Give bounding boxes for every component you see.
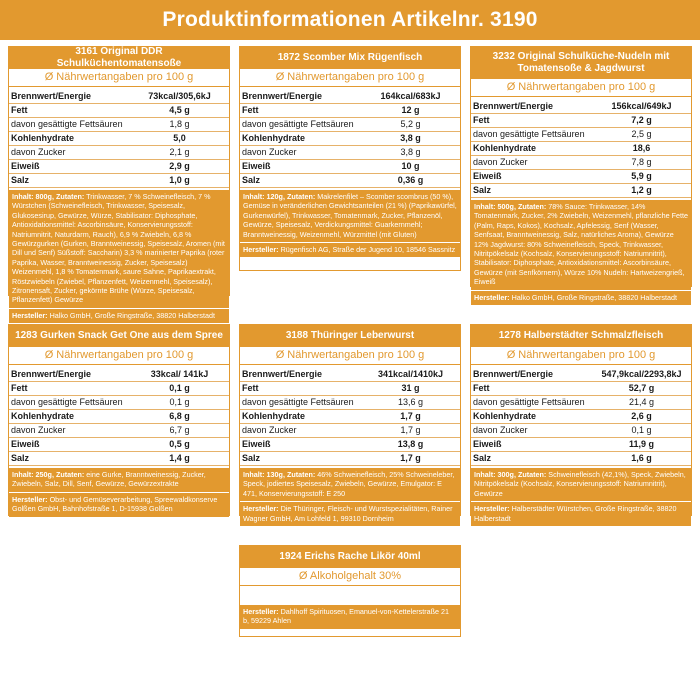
nutrition-value: 2,5 g: [592, 128, 691, 142]
nutrition-label: davon Zucker: [471, 156, 592, 170]
manufacturer-address: Obst- und Gemüseverarbeitung, Spreewaldkonserve Golßen GmbH, Bahnhofstraße 1, D-15938 Golßen: [12, 494, 218, 514]
ingredients-text: [471, 468, 691, 501]
nutrition-row: [9, 424, 229, 438]
nutrition-value: 1,4 g: [130, 452, 229, 466]
nutrition-row: [240, 174, 460, 188]
ingredients-label: , Zutaten:: [51, 470, 85, 479]
nutrition-row: [9, 452, 229, 466]
nutrition-row: [471, 396, 691, 410]
nutrition-label: Salz: [471, 184, 592, 198]
product-title: 3232 Original Schulküche-Nudeln mit Tomatensoße & Jagdwurst: [471, 47, 691, 79]
ingredients-label: , Zutaten:: [513, 470, 547, 479]
nutrition-value: 13,6 g: [361, 396, 460, 410]
nutrition-value: 10 g: [361, 160, 460, 174]
nutrition-row: [240, 118, 460, 132]
nutrition-label: davon gesättigte Fettsäuren: [240, 396, 361, 410]
nutrition-label: Salz: [240, 452, 361, 466]
nutrition-value: 73kcal/305,6kJ: [130, 90, 229, 104]
nutrition-row: [240, 90, 460, 104]
nutrition-value: 31 g: [361, 382, 460, 396]
nutrition-row: [9, 438, 229, 452]
nutrition-value: 21,4 g: [592, 396, 691, 410]
nutrition-row: [471, 452, 691, 466]
nutrition-value: 1,8 g: [130, 118, 229, 132]
nutrition-value: 11,9 g: [592, 438, 691, 452]
nutrition-label: Kohlenhydrate: [9, 410, 130, 424]
page-header: [0, 0, 700, 40]
product-card-1924: [239, 545, 461, 637]
nutrition-value: 4,5 g: [130, 104, 229, 118]
nutrition-label: davon gesättigte Fettsäuren: [471, 128, 592, 142]
nutrition-label: Brennwert/Energie: [9, 368, 130, 382]
manufacturer-label: Hersteller:: [243, 504, 279, 514]
nutrition-subtitle: Ø Nährwertangaben pro 100 g: [471, 347, 691, 365]
manufacturer-text: [240, 501, 460, 526]
manufacturer-address: Halberstädter Würstchen, Große Ringstraße, 38820 Halberstadt: [474, 504, 677, 523]
nutrition-value: 7,2 g: [592, 114, 691, 128]
nutrition-value: 0,5 g: [130, 438, 229, 452]
nutrition-row: [471, 438, 691, 452]
nutrition-label: Fett: [240, 104, 361, 118]
nutrition-value: 33kcal/ 141kJ: [130, 368, 229, 382]
ingredients-list: eine Gurke, Branntweinessig, Zucker, Zwiebeln, Salz, Dill, Senf, Gewürze, Gewürzextrakte: [12, 470, 206, 489]
product-card-3161: [8, 46, 230, 320]
nutrition-label: Brennwert/Energie: [240, 90, 361, 104]
nutrition-row: [9, 368, 229, 382]
nutrition-label: Fett: [471, 114, 592, 128]
nutrition-value: 5,2 g: [361, 118, 460, 132]
manufacturer-text: [240, 604, 460, 629]
nutrition-row: [240, 410, 460, 424]
nutrition-row: [240, 382, 460, 396]
ingredients-text: [240, 468, 460, 501]
nutrition-row: [471, 142, 691, 156]
manufacturer-label: Hersteller:: [243, 607, 279, 616]
nutrition-row: [471, 170, 691, 184]
product-card-1278: [470, 324, 692, 523]
contents-amount: Inhalt: 500g: [474, 202, 514, 211]
nutrition-row: [240, 160, 460, 174]
nutrition-row: [471, 156, 691, 170]
nutrition-label: Salz: [9, 174, 130, 188]
product-title: 1283 Gurken Snack Get One aus dem Spree: [9, 325, 229, 347]
ingredients-label: , Zutaten:: [513, 202, 547, 211]
nutrition-value: 5,9 g: [592, 170, 691, 184]
nutrition-label: Brennwert/Energie: [471, 368, 592, 382]
manufacturer-text: [9, 308, 229, 323]
nutrition-value: 6,8 g: [130, 410, 229, 424]
contents-amount: Inhalt: 800g: [12, 192, 52, 201]
nutrition-label: Kohlenhydrate: [240, 132, 361, 146]
nutrition-value: 12 g: [361, 104, 460, 118]
manufacturer-text: [9, 492, 229, 517]
nutrition-value: 0,1 g: [592, 424, 691, 438]
manufacturer-address: Dahlhoff Spirituosen, Emanuel-von-Kettelerstraße 21 b, 59229 Ahlen: [243, 607, 450, 626]
nutrition-subtitle: Ø Nährwertangaben pro 100 g: [240, 69, 460, 87]
nutrition-value: 52,7 g: [592, 382, 691, 396]
nutrition-row: [471, 114, 691, 128]
product-title: 3161 Original DDR Schulküchentomatensoße: [9, 47, 229, 69]
nutrition-label: davon Zucker: [240, 146, 361, 160]
nutrition-value: 164kcal/683kJ: [361, 90, 460, 104]
nutrition-label: davon gesättigte Fettsäuren: [9, 118, 130, 132]
ingredients-list: Trinkwasser, 7 % Schweinefleisch, 7 % Würstchen (Schweinefleisch, Trinkwasser, Speisesalz, Glukosesirup, Gewürze, Würze, Stabilisator: Diphosphate, Antioxidationsmittel: Ascorbinsäure, Konservierungsstoff: Natriumnitrit, Naturdarm, Rauch), 6,9 % Zwiebeln, 6,8 % Gewürzgurken (Gurken, Branntweinessig, Speisesalz, Aromen (mit Dill und Senf) Süßstoff: Saccharin) 3,3 % marinierter Paprika (roter Paprika, Wasser, Branntweinessig, Zucker, Speisesalz) Weizenmehl, 1,8 % Tomatenmark, saure Sahne, Paprikaextrakt, Röstzwiebeln (Zwiebel, Pflanzenfett, Weizenmehl, Speisesalz), Zitronensaft, Zucker, gekörnte Brühe (Würze, Speisesalz, Pflanzenfett) Gewürze: [12, 192, 225, 305]
nutrition-value: 5,0: [130, 132, 229, 146]
ingredients-list: Makrelenfilet – Scomber scombrus (50 %), Gemüse in veränderlichen Gewichtsanteilen (21 %) (Paprikawürfel, Gurkenwürfel), Trinkwasser, Tomatenmark, Zucker, Pflanzenöl, Gewürze, Speisesalz, Verdickungsmittel: Guarkernmehl; Branntweinessig, Weizenmehl, Würzmittel (mit Gluten): [243, 192, 457, 239]
nutrition-value: 1,2 g: [592, 184, 691, 198]
manufacturer-text: [471, 501, 691, 526]
manufacturer-label: Hersteller:: [12, 310, 48, 320]
nutrition-value: 13,8 g: [361, 438, 460, 452]
contents-amount: Inhalt: 250g: [12, 470, 52, 479]
nutrition-label: Salz: [9, 452, 130, 466]
nutrition-label: Brennwert/Energie: [240, 368, 361, 382]
nutrition-table: [9, 90, 229, 188]
product-title: 3188 Thüringer Leberwurst: [240, 325, 460, 347]
nutrition-label: davon gesättigte Fettsäuren: [9, 396, 130, 410]
nutrition-row: [9, 160, 229, 174]
ingredients-list: 46% Schweinefleisch, 25% Schweineleber, Speck, jodiertes Speisesalz, Zwiebeln, Gewürze, Emulgator: E 471, Konservierungsstoff: E 250: [243, 470, 455, 498]
nutrition-label: davon Zucker: [240, 424, 361, 438]
nutrition-label: Salz: [471, 452, 592, 466]
nutrition-label: Fett: [471, 382, 592, 396]
nutrition-label: Eiweiß: [9, 160, 130, 174]
nutrition-value: 7,8 g: [592, 156, 691, 170]
manufacturer-label: Hersteller:: [243, 245, 279, 255]
nutrition-label: Salz: [240, 174, 361, 188]
nutrition-label: Brennwert/Energie: [9, 90, 130, 104]
nutrition-row: [240, 146, 460, 160]
manufacturer-text: [240, 242, 460, 257]
nutrition-row: [9, 396, 229, 410]
nutrition-label: davon Zucker: [9, 424, 130, 438]
manufacturer-address: Halko GmbH, Große Ringstraße, 38820 Halberstadt: [49, 310, 215, 320]
nutrition-value: 6,7 g: [130, 424, 229, 438]
page-title: Produktinformationen Artikelnr. 3190: [162, 8, 538, 31]
nutrition-subtitle: Ø Nährwertangaben pro 100 g: [471, 79, 691, 97]
contents-amount: Inhalt: 300g: [474, 470, 514, 479]
nutrition-label: Kohlenhydrate: [471, 142, 592, 156]
nutrition-label: davon gesättigte Fettsäuren: [240, 118, 361, 132]
product-title: 1872 Scomber Mix Rügenfisch: [240, 47, 460, 69]
nutrition-row: [240, 396, 460, 410]
nutrition-row: [9, 410, 229, 424]
nutrition-row: [471, 424, 691, 438]
nutrition-row: [9, 382, 229, 396]
nutrition-label: davon Zucker: [471, 424, 592, 438]
nutrition-row: [240, 132, 460, 146]
nutrition-value: 18,6: [592, 142, 691, 156]
ingredients-label: , Zutaten:: [282, 192, 316, 201]
nutrition-value: 1,0 g: [130, 174, 229, 188]
manufacturer-address: Die Thüringer, Fleisch- und Wurstspezialitäten, Rainer Wagner GmbH, Am Lohfeld 1, 99310 Dornheim: [243, 504, 453, 523]
ingredients-label: , Zutaten:: [51, 192, 85, 201]
product-card-3232: [470, 46, 692, 302]
ingredients-text: [471, 200, 691, 290]
nutrition-label: Fett: [240, 382, 361, 396]
nutrition-label: Eiweiß: [9, 438, 130, 452]
nutrition-value: 0,36 g: [361, 174, 460, 188]
nutrition-label: Brennwert/Energie: [471, 100, 592, 114]
product-card-1872: [239, 46, 461, 271]
product-card-3188: [239, 324, 461, 523]
nutrition-label: davon Zucker: [9, 146, 130, 160]
nutrition-label: Eiweiß: [240, 160, 361, 174]
nutrition-row: [240, 368, 460, 382]
nutrition-value: 0,1 g: [130, 382, 229, 396]
nutrition-row: [240, 104, 460, 118]
nutrition-row: [9, 90, 229, 104]
nutrition-row: [9, 174, 229, 188]
nutrition-table: [9, 368, 229, 466]
nutrition-label: Kohlenhydrate: [9, 132, 130, 146]
nutrition-row: [9, 118, 229, 132]
nutrition-label: davon gesättigte Fettsäuren: [471, 396, 592, 410]
product-card-1283: [8, 324, 230, 516]
nutrition-subtitle: Ø Nährwertangaben pro 100 g: [240, 347, 460, 365]
manufacturer-address: Rügenfisch AG, Straße der Jugend 10, 18546 Sassnitz: [280, 245, 456, 255]
nutrition-row: [240, 438, 460, 452]
contents-amount: Inhalt: 130g: [243, 470, 283, 479]
nutrition-label: Fett: [9, 104, 130, 118]
empty-area: [240, 586, 460, 604]
nutrition-value: 0,1 g: [130, 396, 229, 410]
manufacturer-label: Hersteller:: [12, 494, 48, 504]
ingredients-label: , Zutaten:: [282, 470, 316, 479]
nutrition-value: 547,9kcal/2293,8kJ: [592, 368, 691, 382]
nutrition-value: 156kcal/649kJ: [592, 100, 691, 114]
nutrition-label: Fett: [9, 382, 130, 396]
nutrition-row: [9, 132, 229, 146]
nutrition-row: [240, 424, 460, 438]
nutrition-row: [471, 410, 691, 424]
nutrition-label: Kohlenhydrate: [471, 410, 592, 424]
ingredients-text: [240, 190, 460, 242]
nutrition-table: [471, 100, 691, 198]
nutrition-row: [471, 382, 691, 396]
nutrition-label: Eiweiß: [240, 438, 361, 452]
manufacturer-label: Hersteller:: [474, 292, 510, 302]
nutrition-subtitle: Ø Nährwertangaben pro 100 g: [9, 347, 229, 365]
nutrition-row: [471, 100, 691, 114]
nutrition-value: 3,8 g: [361, 132, 460, 146]
nutrition-value: 2,9 g: [130, 160, 229, 174]
manufacturer-label: Hersteller:: [474, 504, 510, 514]
ingredients-text: [9, 190, 229, 308]
manufacturer-address: Halko GmbH, Große Ringstraße, 38820 Halberstadt: [511, 292, 677, 302]
nutrition-value: 2,6 g: [592, 410, 691, 424]
ingredients-text: [9, 468, 229, 492]
nutrition-table: [471, 368, 691, 466]
product-title: 1278 Halberstädter Schmalzfleisch: [471, 325, 691, 347]
nutrition-value: 1,7 g: [361, 452, 460, 466]
nutrition-row: [9, 146, 229, 160]
nutrition-table: [240, 368, 460, 466]
nutrition-value: 1,7 g: [361, 410, 460, 424]
nutrition-value: 341kcal/1410kJ: [361, 368, 460, 382]
contents-amount: Inhalt: 120g: [243, 192, 283, 201]
nutrition-value: 3,8 g: [361, 146, 460, 160]
nutrition-subtitle: Ø Nährwertangaben pro 100 g: [9, 69, 229, 87]
nutrition-label: Eiweiß: [471, 438, 592, 452]
ingredients-list: Schweinefleisch (42,1%), Speck, Zwiebeln, Nitritpökelsalz (Kochsalz, Konservierungsstoff: Natriumnitrit), Gewürze: [474, 470, 686, 498]
nutrition-row: [240, 452, 460, 466]
nutrition-label: Kohlenhydrate: [240, 410, 361, 424]
nutrition-value: 1,7 g: [361, 424, 460, 438]
nutrition-row: [471, 368, 691, 382]
nutrition-row: [471, 184, 691, 198]
nutrition-value: 1,6 g: [592, 452, 691, 466]
nutrition-row: [471, 128, 691, 142]
nutrition-value: 2,1 g: [130, 146, 229, 160]
manufacturer-text: [471, 290, 691, 305]
product-title: 1924 Erichs Rache Likör 40ml: [240, 546, 460, 568]
nutrition-row: [9, 104, 229, 118]
nutrition-label: Eiweiß: [471, 170, 592, 184]
nutrition-subtitle: Ø Alkoholgehalt 30%: [240, 568, 460, 586]
nutrition-table: [240, 90, 460, 188]
ingredients-list: 78% Sauce: Trinkwasser, 14% Tomatenmark, Zucker, 2% Zwiebeln, Weizenmehl, pflanzliche Fette (Palm, Raps, Kokos), Kochsalz, Apfelessig, Senf (Wasser, Senfsaat, Branntweinessig, Salz, natürliches Aroma), Gewürze 12% Jagdwurst: 80% Schweinefleisch, Speck, Trinkwasser, Nitritpökelsalz (Kochsalz, Konservierungsstoff: Natriumnitrit), Stabilisator: Diphosphate, Antioxidationsmittel: Ascorbinsäure, Gewürze (mit Senfkörnern), Würze 10% Nudeln: Hartweizengrieß, Eiweiß: [474, 202, 688, 287]
